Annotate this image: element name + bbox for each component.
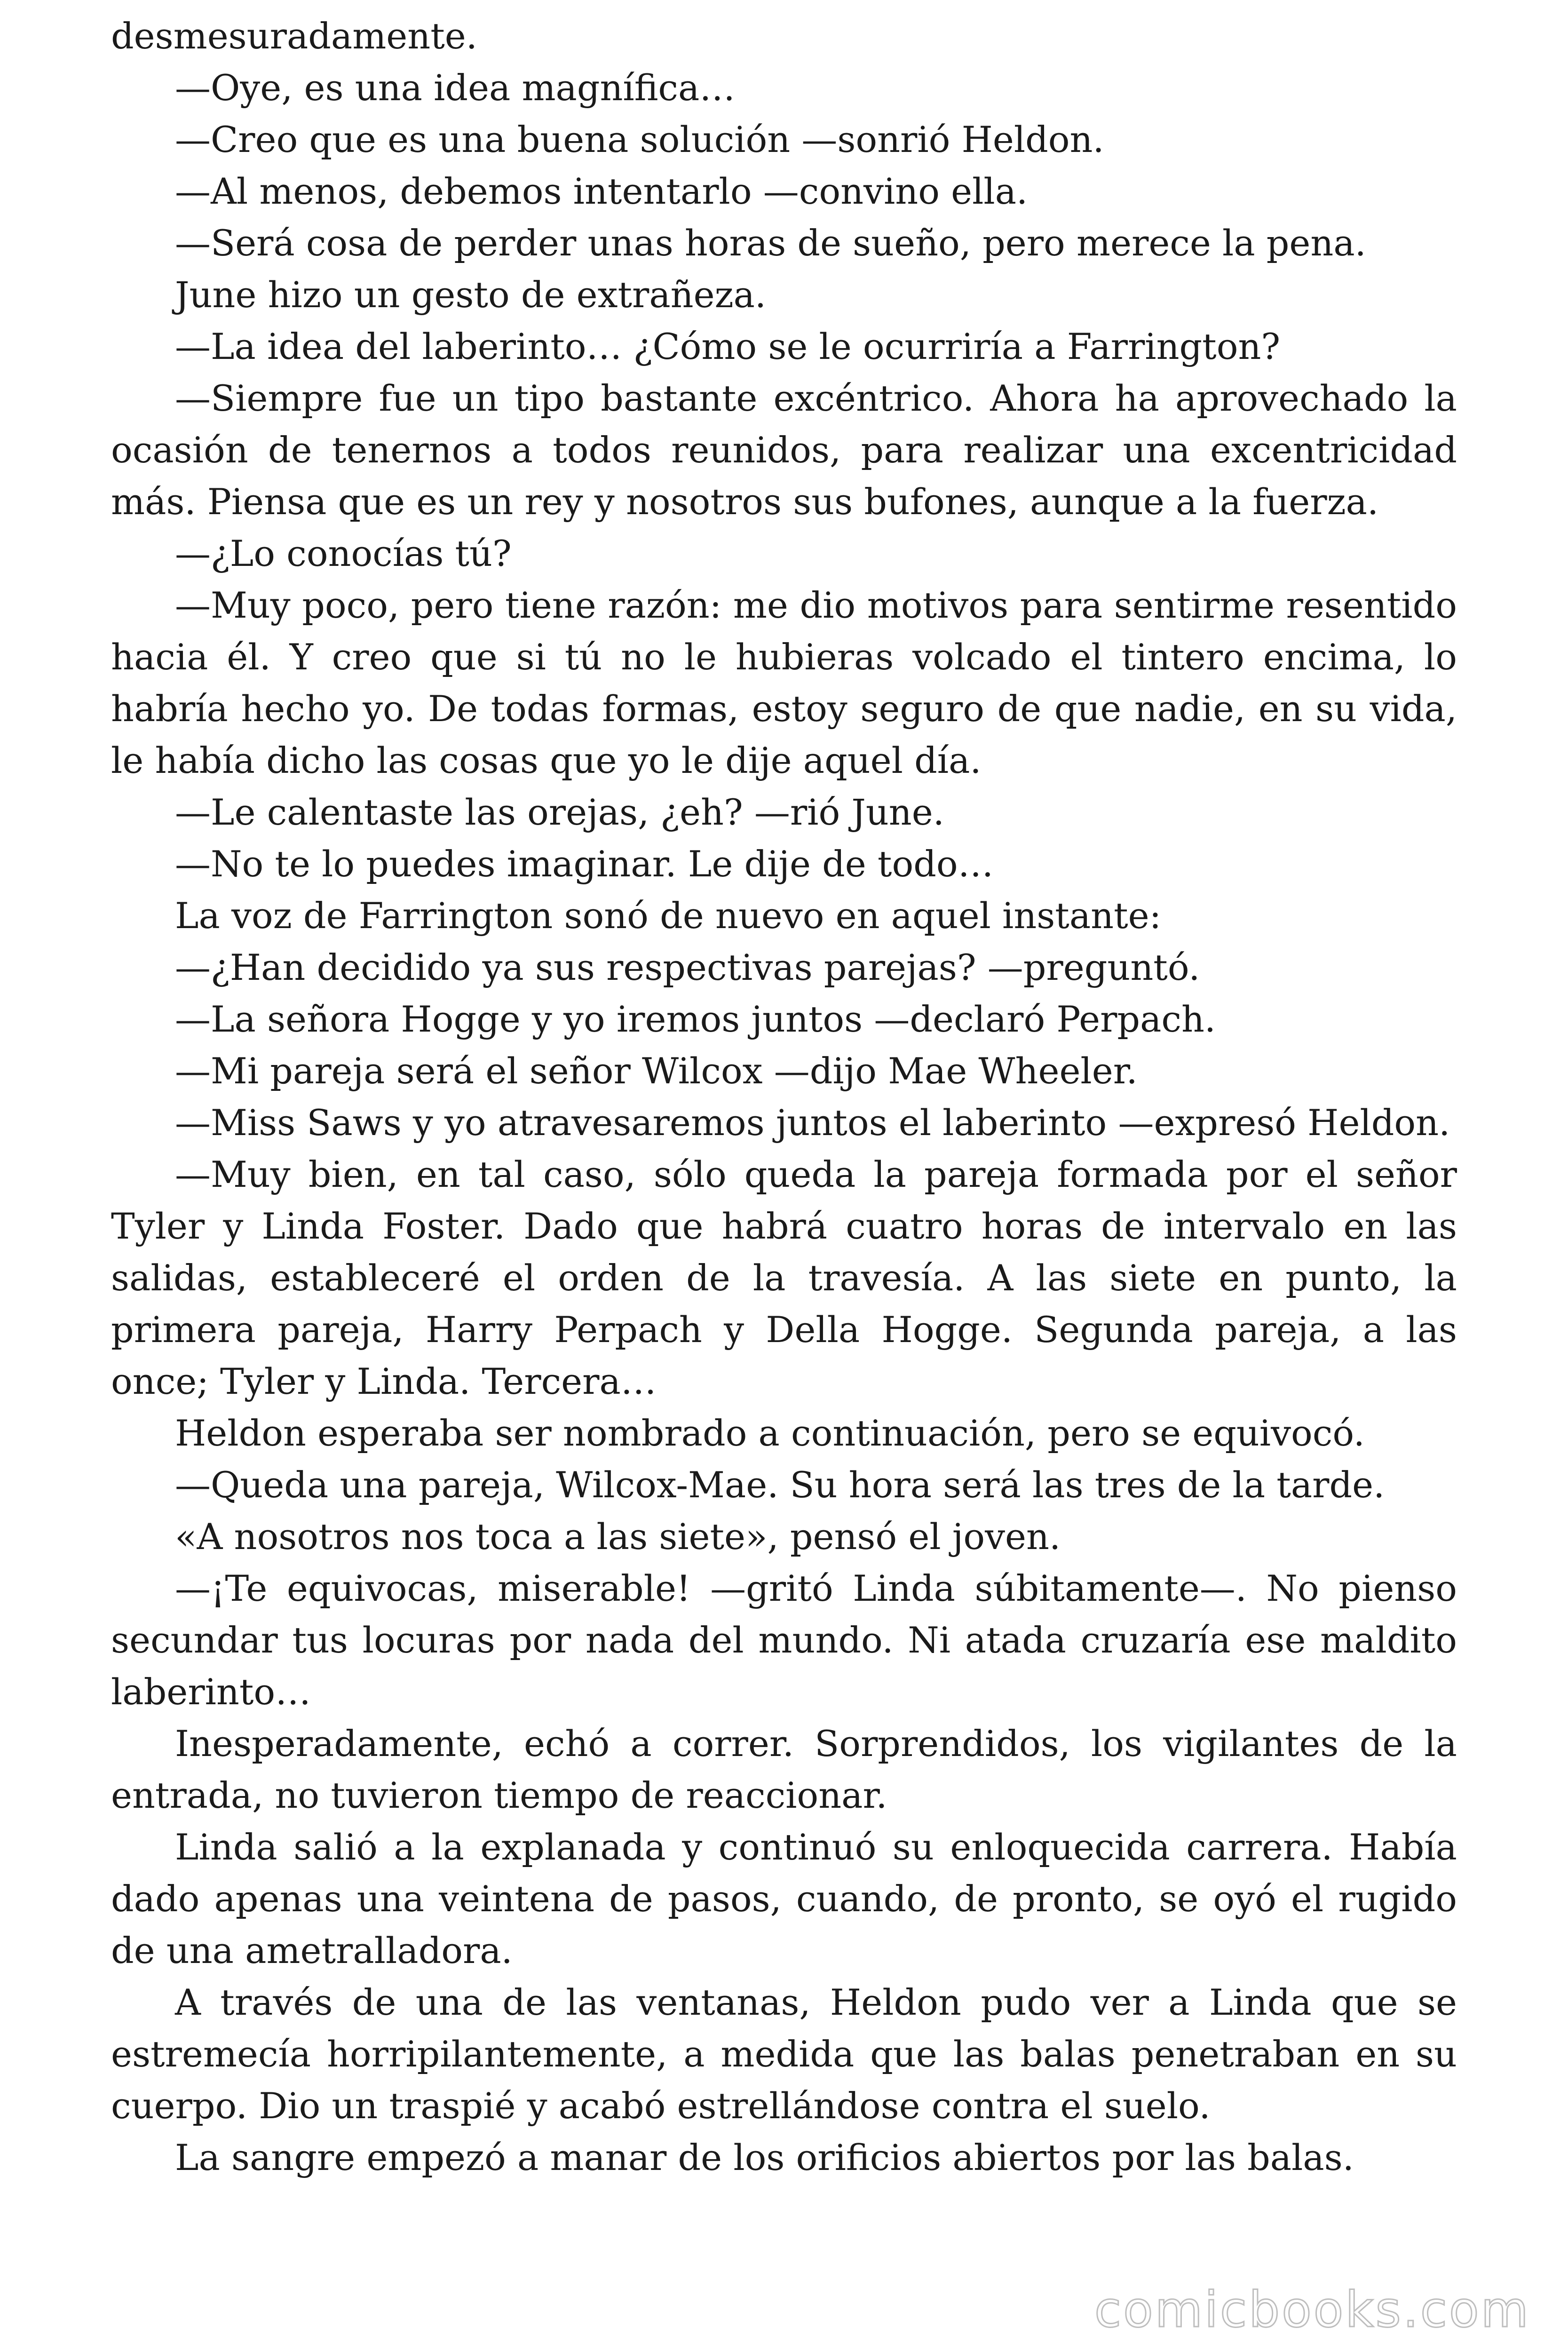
- paragraph: —Miss Saws y yo atravesaremos juntos el laberinto —expresó Heldon.: [175, 1102, 1450, 1144]
- paragraph: —¿Lo conocías tú?: [175, 532, 512, 574]
- paragraph: —Mi pareja será el señor Wilcox —dijo Mae Wheeler.: [175, 1050, 1138, 1092]
- paragraph: —La señora Hogge y yo iremos juntos —declaró Perpach.: [175, 998, 1216, 1040]
- paragraph: —No te lo puedes imaginar. Le dije de todo…: [175, 843, 994, 885]
- paragraph: —Siempre fue un tipo bastante excéntrico. Ahora ha aprovechado la ocasión de tenernos a todos reunidos, para realizar una excentricidad más. Piensa que es un rey y nosotros sus bufones, aunque a la fuerza.: [111, 377, 1457, 523]
- paragraph: —Al menos, debemos intentarlo —convino ella.: [175, 170, 1028, 212]
- paragraph: Linda salió a la explanada y continuó su enloquecida carrera. Había dado apenas una veintena de pasos, cuando, de pronto, se oyó el rugido de una ametralladora.: [111, 1826, 1457, 1971]
- paragraph: Heldon esperaba ser nombrado a continuación, pero se equivocó.: [175, 1412, 1365, 1454]
- paragraph: Inesperadamente, echó a correr. Sorprendidos, los vigilantes de la entrada, no tuvieron tiempo de reaccionar.: [111, 1723, 1457, 1816]
- paragraph: —Muy bien, en tal caso, sólo queda la pareja formada por el señor Tyler y Linda Foster. Dado que habrá cuatro horas de intervalo en las salidas, estableceré el orden de la travesía. A las siete en punto, la primera pareja, Harry Perpach y Della Hogge. Segunda pareja, a las once; Tyler y Linda. Tercera…: [111, 1153, 1457, 1402]
- paragraph: —¡Te equivocas, miserable! —gritó Linda súbitamente—. No pienso secundar tus locuras por nada del mundo. Ni atada cruzaría ese maldito laberinto…: [111, 1567, 1457, 1713]
- paragraph: —Será cosa de perder unas horas de sueño, pero merece la pena.: [175, 222, 1366, 264]
- paragraph: —Muy poco, pero tiene razón: me dio motivos para sentirme resentido hacia él. Y creo que si tú no le hubieras volcado el tintero encima, lo habría hecho yo. De todas formas, estoy seguro de que nadie, en su vida, le había dicho las cosas que yo le dije aquel día.: [111, 584, 1457, 781]
- paragraph: —¿Han decidido ya sus respectivas parejas? —preguntó.: [175, 946, 1200, 988]
- page-body: [111, 10, 1457, 2184]
- paragraph: —Creo que es una buena solución —sonrió Heldon.: [175, 119, 1104, 160]
- paragraph: desmesuradamente.: [111, 15, 477, 57]
- paragraph: —Le calentaste las orejas, ¿eh? —rió June.: [175, 791, 944, 833]
- paragraph: «A nosotros nos toca a las siete», pensó el joven.: [175, 1516, 1061, 1557]
- paragraph: La sangre empezó a manar de los orificios abiertos por las balas.: [175, 2137, 1354, 2178]
- paragraph: La voz de Farrington sonó de nuevo en aquel instante:: [175, 895, 1162, 937]
- paragraph: —La idea del laberinto… ¿Cómo se le ocurriría a Farrington?: [175, 326, 1281, 367]
- watermark: comicbooks.com: [1094, 2281, 1530, 2338]
- paragraph: —Queda una pareja, Wilcox-Mae. Su hora será las tres de la tarde.: [175, 1464, 1385, 1506]
- paragraph: A través de una de las ventanas, Heldon pudo ver a Linda que se estremecía horripilantemente, a medida que las balas penetraban en su cuerpo. Dio un traspié y acabó estrellándose contra el suelo.: [111, 1981, 1457, 2127]
- paragraph: June hizo un gesto de extrañeza.: [175, 274, 767, 316]
- paragraph: —Oye, es una idea magnífica…: [175, 67, 736, 109]
